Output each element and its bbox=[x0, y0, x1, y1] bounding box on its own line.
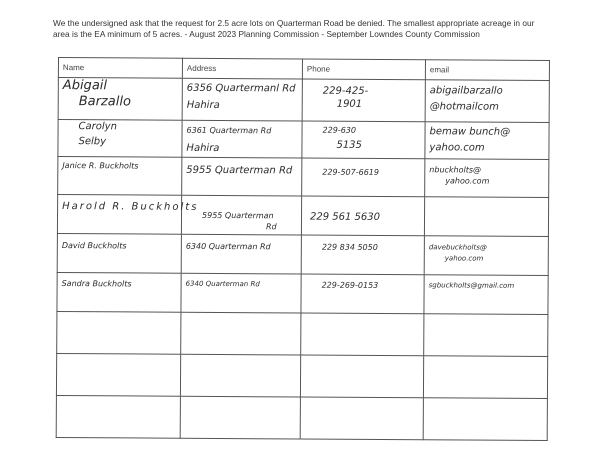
cell-name bbox=[58, 157, 182, 196]
cell-name bbox=[57, 195, 199, 235]
address-line2: Hahira bbox=[186, 99, 220, 111]
cell-email bbox=[425, 80, 549, 123]
cell-email bbox=[425, 122, 549, 160]
cell-phone bbox=[302, 121, 425, 159]
cell-phone bbox=[300, 355, 423, 398]
cell-name bbox=[56, 353, 180, 396]
cell-email bbox=[423, 356, 547, 399]
address-line1: 5955 Quarterman Rd bbox=[186, 164, 293, 177]
email-line1 bbox=[429, 197, 544, 198]
email-line1: davebuckholts@ bbox=[428, 243, 487, 252]
email-line2: yahoo.com bbox=[444, 254, 484, 263]
table-row bbox=[58, 78, 549, 123]
header-phone: Phone bbox=[302, 59, 425, 80]
signer-name-line2: Barzallo bbox=[78, 94, 131, 110]
cell-address bbox=[182, 78, 302, 121]
phone-line1: 229-425- bbox=[322, 85, 369, 97]
signer-name: David Buckholts bbox=[61, 241, 127, 251]
cell-email bbox=[424, 275, 548, 315]
phone-line1: 229-269-0153 bbox=[321, 280, 379, 290]
header-address: Address bbox=[182, 58, 302, 79]
statement-line-1: We the undersigned ask that the request for 2.5 acre lots on Quarterman Road be denied. The smallest appropriate acreage in our bbox=[53, 18, 535, 28]
cell-email bbox=[424, 197, 548, 237]
cell-phone bbox=[301, 235, 424, 275]
cell-email bbox=[425, 159, 549, 198]
email-line1: sgbuckholts@gmail.com bbox=[428, 281, 515, 290]
table-row bbox=[57, 272, 548, 314]
cell-name bbox=[56, 395, 180, 438]
address-line1: 6340 Quarterman Rd bbox=[185, 279, 260, 289]
cell-address bbox=[180, 396, 300, 439]
cell-name bbox=[57, 311, 181, 354]
table-row bbox=[57, 195, 548, 237]
email-line2: yahoo.com bbox=[429, 142, 485, 154]
cell-phone bbox=[301, 196, 424, 236]
signer-name: Sandra Buckholts bbox=[61, 279, 132, 289]
cell-address bbox=[182, 120, 302, 158]
table-row bbox=[58, 120, 549, 160]
phone-line1: 229-630 bbox=[322, 125, 357, 135]
cell-email bbox=[423, 398, 547, 441]
phone-line2: 1901 bbox=[336, 98, 363, 110]
address-line1: 6340 Quarterman Rd bbox=[185, 241, 271, 252]
empty-row bbox=[56, 395, 547, 440]
signer-name: Harold R. Buckholts bbox=[62, 201, 199, 213]
table-row bbox=[58, 157, 549, 198]
phone-line1: 229 561 5630 bbox=[309, 211, 381, 223]
email-line2: yahoo.com bbox=[445, 176, 490, 186]
address-line1: 5955 Quarterman bbox=[202, 210, 274, 221]
phone-line1: 229-507-6619 bbox=[322, 167, 380, 177]
cell-email bbox=[424, 314, 548, 357]
phone-line1: 229 834 5050 bbox=[321, 242, 378, 252]
empty-row bbox=[56, 353, 547, 398]
signer-name-line1: Carolyn bbox=[78, 121, 117, 133]
cell-name bbox=[57, 233, 181, 273]
signature-sheet bbox=[56, 57, 549, 441]
table-row bbox=[57, 233, 548, 275]
cell-name bbox=[57, 272, 181, 312]
address-line1: 6361 Quarterman Rd bbox=[186, 125, 272, 136]
address-line2: Rd bbox=[265, 222, 277, 232]
cell-phone bbox=[302, 158, 425, 197]
cell-name bbox=[58, 78, 182, 121]
cell-phone bbox=[302, 79, 425, 122]
email-line2: @hotmailcom bbox=[429, 101, 499, 113]
cell-address bbox=[181, 234, 301, 274]
cell-address bbox=[182, 157, 302, 196]
cell-address bbox=[180, 354, 300, 397]
cell-address bbox=[181, 273, 301, 313]
cell-address bbox=[181, 312, 301, 355]
signer-name-line1: Abigail bbox=[62, 78, 108, 94]
statement-line-2: area is the EA minimum of 5 acres. - August 2023 Planning Commission - September Lowndes County Commission bbox=[53, 29, 480, 39]
cell-email bbox=[424, 236, 548, 276]
empty-row bbox=[57, 311, 548, 356]
email-line1: bemaw bunch@ bbox=[429, 126, 511, 138]
email-line1: nbuckholts@ bbox=[429, 165, 482, 175]
header-name: Name bbox=[58, 58, 182, 79]
petition-statement bbox=[53, 18, 583, 40]
cell-phone bbox=[301, 274, 424, 314]
phone-line2: 5135 bbox=[336, 139, 362, 151]
signature-table bbox=[56, 57, 550, 441]
signer-name: Janice R. Buckholts bbox=[62, 161, 139, 171]
signer-name-line2: Selby bbox=[78, 136, 107, 148]
header-email: email bbox=[425, 60, 549, 81]
cell-name bbox=[58, 120, 182, 158]
cell-phone bbox=[301, 313, 424, 356]
cell-phone bbox=[300, 397, 423, 440]
email-line1: abigailbarzallo bbox=[429, 85, 503, 97]
address-line1: 6356 Quartermanl Rd bbox=[186, 82, 296, 95]
address-line2: Hahira bbox=[186, 142, 220, 154]
